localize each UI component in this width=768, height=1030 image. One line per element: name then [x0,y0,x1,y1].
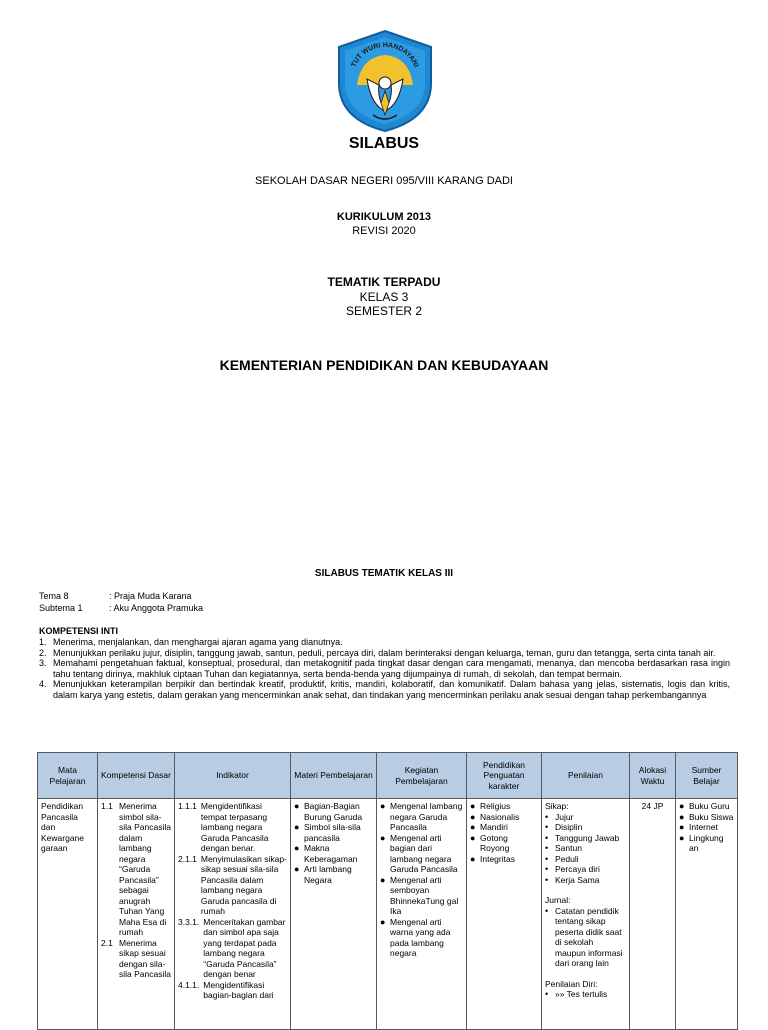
ki-item [39,658,730,679]
penilaian-diri-item [545,989,626,1000]
header-kd: Kompetensi Dasar [98,753,175,799]
curriculum: KURIKULUM 2013 [336,211,432,223]
bullet-icon: ● [294,822,300,832]
kd-item [101,938,171,980]
tut-wuri-handayani-logo [331,27,439,135]
bullet-icon: • [545,832,549,843]
materi-text: Arti lambang Negara [304,864,352,885]
ki-text: Menunjukkan perilaku jujur, disiplin, tanggung jawab, santun, peduli, percaya diri, dalam berinteraksi dengan keluarga, teman, guru dan tetangga, serta cinta tanah air. [53,647,716,658]
indikator-text: Mengidentifikasi bagian-bagian dari [203,979,274,1000]
karakter-text: Mandiri [480,822,508,832]
semester: SEMESTER 2 [345,304,423,318]
sikap-item [545,875,626,886]
materi-item [294,801,373,822]
sikap-item [545,864,626,875]
sikap-item [545,822,626,833]
bullet-icon: ● [679,801,685,811]
ki-title: KOMPETENSI INTI [39,626,119,636]
indikator-text: Mengidentifikasi tempat terpasang lambang negara Garuda Pancasila dengan benar. [200,801,269,853]
sikap-text: Santun [555,843,582,853]
penilaian-diri-title: Penilaian Diri: [545,978,598,989]
sumber-item [679,812,734,823]
bullet-icon: • [545,853,549,864]
tema-label: Tema 8 [39,591,69,601]
kegiatan-text: Mengenal arti bagian dari lambang negara Garuda Pancasila [390,832,458,874]
bullet-icon: • [545,874,549,885]
indikator-number: 1.1.1 [178,801,197,811]
indikator-item [178,801,287,854]
kegiatan-text: Mengenal arti semboyan BhinnekaTung gal Ika [390,874,459,916]
sikap-text: Peduli [555,853,579,864]
sikap-text: Jujur [555,811,574,822]
jurnal-item [545,906,626,969]
bullet-icon: • [545,989,549,999]
table-header-row [38,753,738,799]
revision: REVISI 2020 [352,225,416,237]
materi-item [294,822,373,843]
indikator-number: 4.1.1. [178,979,200,990]
bullet-icon: ● [470,811,476,822]
bullet-icon: • [545,811,549,822]
bullet-icon: ● [470,832,476,843]
subject: TEMATIK TERPADU [327,275,441,289]
karakter-item [470,801,538,812]
kegiatan-text: Mengenal arti warna yang ada pada lambang negara [390,916,451,958]
header-mapel: Mata Pelajaran [38,753,98,799]
kegiatan-text: Mengenal lambang negara Garuda Pancasila [390,801,463,832]
bullet-icon: ● [380,801,386,811]
cell-materi [291,799,377,1030]
bullet-icon: ● [294,864,300,874]
sumber-item [679,801,734,812]
karakter-item [470,833,538,854]
cell-mapel [38,799,98,1030]
cell-kd [98,799,175,1030]
ki-item [39,637,730,648]
logo-motto: TUT WURI HANDAYANI [350,41,420,69]
sikap-item [545,812,626,823]
syllabus-table [37,752,738,1030]
subtema-line [39,603,203,613]
materi-text: Makna Keberagaman [304,843,358,864]
bullet-icon: ● [679,822,685,832]
header-karakter: Pendidikan Penguatan karakter [467,753,542,799]
materi-text: Bagian-Bagian Burung Garuda [304,801,363,822]
ki-text: Memahami pengetahuan faktual, konseptual, prosedural, dan metakognitif pada tingkat dasar dengan cara mengamati, menanya, dan mencoba berdasarkan rasa ingin tahu tentang dirinya, makhluk ciptaan Tuhan dan kegiatannya, serta benda-benda yang dijumpainya di rumah, di sekolah, dan tempat bermain. [53,658,730,679]
ki-number: 2. [39,647,47,658]
cell-sumber [676,799,738,1030]
sikap-item [545,833,626,844]
cell-indikator [175,799,291,1030]
kegiatan-item [380,833,463,875]
header-materi: Materi Pembelajaran [291,753,377,799]
indikator-number: 2.1.1 [178,853,197,864]
sumber-text: Buku Siswa [689,811,734,822]
bullet-icon: ● [294,843,300,853]
bullet-icon: ● [470,822,476,832]
tema-line [39,591,192,601]
grade: KELAS 3 [359,290,409,304]
kd-text: Menerima simbol sila-sila Pancasila dalam lambang negara “Garuda Pancasila” sebagai anugrah Tuhan Yang Maha Esa di rumah [119,801,171,937]
header-indikator: Indikator [175,753,291,799]
materi-item [294,843,373,864]
karakter-item [470,854,538,865]
bullet-icon: • [545,822,549,832]
header-alokasi: Alokasi Waktu [630,753,676,799]
table-row [38,799,738,1030]
ki-text: Menunjukkan keterampilan berpikir dan bertindak kreatif, produktif, kritis, mandiri, kolaboratif, dan komunikatif. Dalam bahasa yang jelas, sistematis, logis dan kritis, dalam karya yang estetis, dalam gerakan yang mencerminkan anak sehat, dan tindakan yang mencerminkan perilaku anak sesuai dengan tahap perkembangannya [53,679,730,700]
ki-number: 1. [39,637,47,647]
mapel-text: Pendidikan Pancasila dan Kewargane garaan [41,801,85,853]
karakter-text: Gotong Royong [480,832,510,853]
sikap-text: Tanggung Jawab [555,832,620,843]
cell-alokasi [630,799,676,1030]
sumber-text: Internet [689,822,718,832]
ki-item [39,679,730,700]
ki-number: 4. [39,679,47,689]
cell-kegiatan [377,799,467,1030]
ki-list [39,637,730,700]
indikator-text: Menyimulasikan sikap-sikap sesuai sila-sila Pancasila dalam lambang negara Garuda pancasila di rumah [200,853,287,916]
karakter-item [470,822,538,833]
section-title: SILABUS TEMATIK KELAS III [314,568,454,579]
tema-value: : Praja Muda Karana [109,591,192,601]
header-sumber: Sumber Belajar [676,753,738,799]
bullet-icon: • [545,905,549,916]
kegiatan-item [380,875,463,917]
indikator-item [178,854,287,917]
jurnal-text: Catatan pendidik tentang sikap peserta didik saat di sekolah maupun informasi dari orang lain [555,905,623,968]
indikator-number: 3.3.1. [178,916,200,927]
sumber-item [679,822,734,833]
materi-item [294,864,373,885]
bullet-icon: ● [470,853,476,864]
bullet-icon: • [545,843,549,853]
school-name: SEKOLAH DASAR NEGERI 095/VIII KARANG DADI [255,175,513,187]
ki-text: Menerima, menjalankan, dan menghargai ajaran agama yang dianutnya. [53,637,343,647]
bullet-icon: ● [380,832,386,843]
indikator-item [178,917,287,980]
bullet-icon: ● [679,811,685,822]
sikap-title: Sikap: [545,801,569,811]
kd-number: 2.1 [101,937,113,948]
header-kegiatan: Kegiatan Pembelajaran [377,753,467,799]
indikator-text: Menceritakan gambar dan simbol apa saja yang terdapat pada lambang negara “Garuda Pancasila” dengan benar [203,916,286,979]
sumber-text: Buku Guru [689,801,730,811]
jurnal-title: Jurnal: [545,895,571,905]
indikator-item [178,980,287,1001]
kegiatan-item [380,801,463,833]
cell-penilaian [542,799,630,1030]
sikap-text: Percaya diri [555,864,600,874]
ki-item [39,648,730,659]
karakter-item [470,812,538,823]
bullet-icon: ● [470,801,476,811]
kd-number: 1.1 [101,801,113,811]
bullet-icon: ● [380,874,386,885]
subtema-label: Subtema 1 [39,603,83,613]
cover-title: SILABUS [348,135,420,152]
ministry: KEMENTERIAN PENDIDIKAN DAN KEBUDAYAAN [219,357,549,373]
sikap-item [545,843,626,854]
karakter-text: Nasionalis [480,811,520,822]
sikap-text: Kerja Sama [555,874,600,885]
sikap-text: Disiplin [555,822,583,832]
penilaian-diri-text: »» Tes tertulis [555,989,608,999]
sikap-item [545,854,626,865]
subtema-value: : Aku Anggota Pramuka [109,603,204,613]
kd-item [101,801,171,938]
bullet-icon: • [545,864,549,874]
ki-number: 3. [39,658,47,668]
kegiatan-item [380,917,463,959]
cell-karakter [467,799,542,1030]
header-penilaian: Penilaian [542,753,630,799]
karakter-text: Integritas [480,853,515,864]
bullet-icon: ● [380,916,386,927]
sumber-text: Lingkung an [689,832,724,853]
alokasi-text: 24 JP [641,801,664,811]
sumber-item [679,833,734,854]
bullet-icon: ● [679,832,685,843]
kd-text: Menerima sikap sesuai dengan sila-sila Pancasila [119,937,171,979]
bullet-icon: ● [294,801,300,811]
materi-text: Simbol sila-sila pancasila [304,822,361,843]
karakter-text: Religius [480,801,511,811]
